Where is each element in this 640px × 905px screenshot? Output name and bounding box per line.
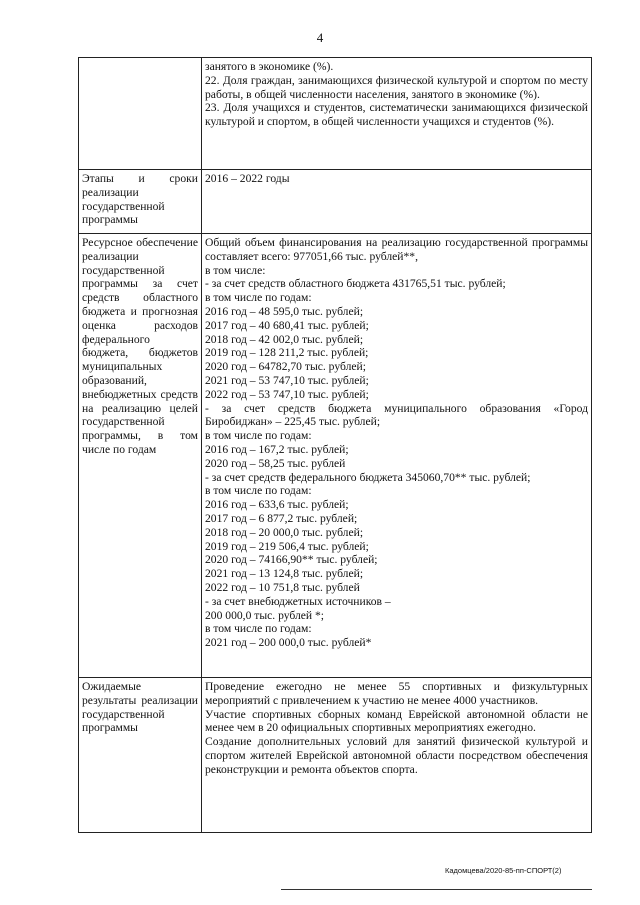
value-line: 2020 год – 74166,90** тыс. рублей; [205,553,378,567]
row-value [202,58,592,170]
value-line: 2021 год – 13 124,8 тыс. рублей; [205,567,364,581]
value-line: - за счет средств федерального бюджета 345060,70** тыс. рублей; [205,470,531,484]
value-line: 2017 год – 6 877,2 тыс. рублей; [205,511,358,525]
value-line: в том числе по годам: [205,484,312,498]
value-line: 2016 год – 48 595,0 тыс. рублей; [205,304,364,318]
value-line: 2022 год – 10 751,8 тыс. рублей [205,580,360,594]
row-value [202,234,592,678]
value-line: 2017 год – 40 680,41 тыс. рублей; [205,318,369,332]
table-row [79,234,592,678]
value-line: 22. Доля граждан, занимающихся физической культурой и спортом по месту работы, в общей численности населения, занятого в экономике (%). [205,73,588,101]
row-label: Ожидаемые результаты реализации государственной программы [79,678,202,833]
value-line: в том числе по годам: [205,291,312,305]
table-row [79,678,592,833]
table-row [79,170,592,234]
footer-divider [281,889,592,890]
value-line: 2018 год – 20 000,0 тыс. рублей; [205,525,364,539]
value-line: Создание дополнительных условий для занятий физической культурой и спортом жителей Еврейской автономной области посредством обеспечения реконструкции и ремонта объектов спорта. [205,735,588,776]
value-line: 2019 год – 128 211,2 тыс. рублей; [205,346,369,360]
value-line: 2016 – 2022 годы [205,172,290,185]
value-line: 2022 год – 53 747,10 тыс. рублей; [205,387,369,401]
value-line: - за счет средств бюджета муниципального образования «Город Биробиджан» – 225,45 тыс. рублей; [205,401,588,429]
value-line: в том числе: [205,263,266,277]
value-line: 2016 год – 167,2 тыс. рублей; [205,442,349,456]
value-line: 2020 год – 64782,70 тыс. рублей; [205,360,366,374]
footer-document-code: Кадомцева/2020-85-пп-СПОРТ(2) [445,866,562,875]
value-line: 2021 год – 200 000,0 тыс. рублей* [205,636,372,650]
value-line: 2021 год – 53 747,10 тыс. рублей; [205,373,369,387]
value-line: в том числе по годам: [205,429,312,443]
program-passport-table [78,57,592,833]
row-label: Ресурсное обеспечение реализации государственной программы за счет средств областного бюджета и прогнозная оценка расходов федерального бюджета, бюджетов муниципальных образований, внебюджетных средств на реализацию целей государственной программы, в том числе по годам [79,234,202,678]
value-line: - за счет средств областного бюджета 431765,51 тыс. рублей; [205,277,506,291]
value-line: Общий объем финансирования на реализацию государственной программы составляет всего: 977051,66 тыс. рублей**, [205,236,588,263]
value-line: Проведение ежегодно не менее 55 спортивных и физкультурных мероприятий с привлечением к участию не менее 4000 участников. [205,680,588,707]
row-label [79,58,202,170]
value-line: 2020 год – 58,25 тыс. рублей [205,456,346,470]
row-value [202,678,592,833]
row-label: Этапы и сроки реализации государственной программы [79,170,202,234]
value-line: - за счет внебюджетных источников – [205,594,391,608]
value-line: занятого в экономике (%). [205,60,334,73]
value-line: 2018 год – 42 002,0 тыс. рублей; [205,332,364,346]
page-number: 4 [316,30,324,45]
value-line: Участие спортивных сборных команд Еврейской автономной области не менее чем в 20 официальных спортивных мероприятиях ежегодно. [205,707,588,735]
value-line: 2016 год – 633,6 тыс. рублей; [205,498,349,512]
value-line: в том числе по годам: [205,622,312,636]
table-row [79,58,592,170]
row-value [202,170,592,234]
value-line: 23. Доля учащихся и студентов, систематически занимающихся физической культурой и спортом, в общей численности учащихся и студентов (%). [205,101,588,129]
value-line: 2019 год – 219 506,4 тыс. рублей; [205,539,369,553]
value-line: 200 000,0 тыс. рублей *; [205,608,325,622]
